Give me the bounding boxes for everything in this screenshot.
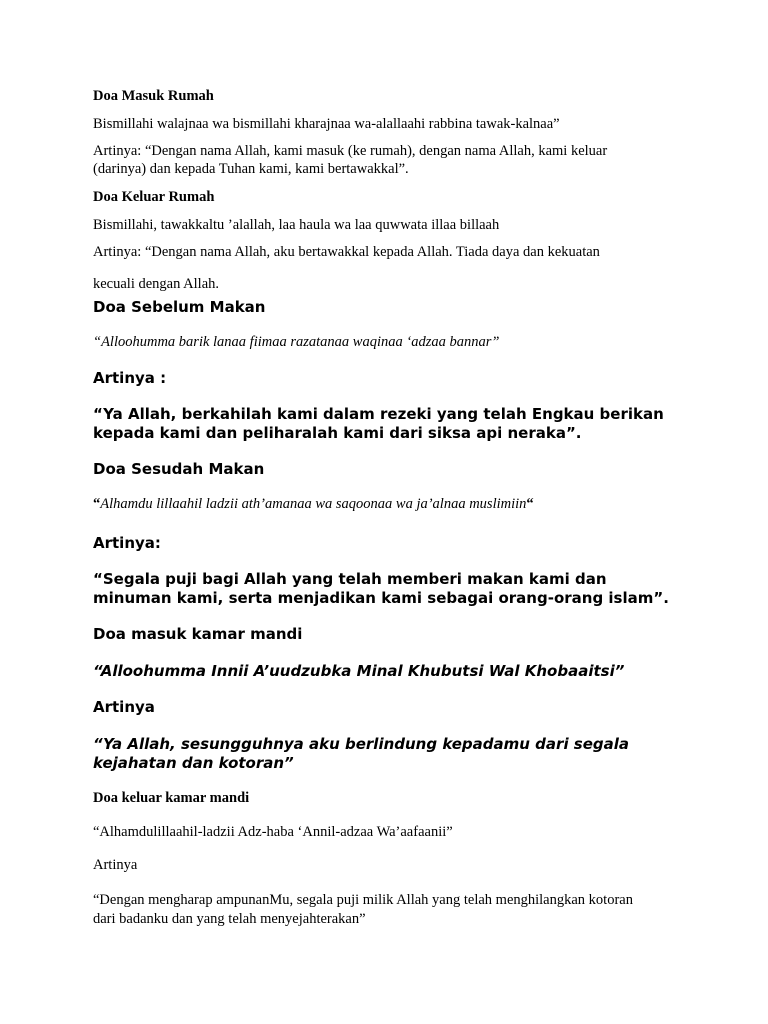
latin-doa-masuk-kamar-mandi: “Alloohumma Innii A’uudzubka Minal Khubutsi Wal Khobaaitsi” — [93, 662, 625, 680]
artinya-doa-sebelum-makan-line1: “Ya Allah, berkahilah kami dalam rezeki yang telah Engkau berikan — [93, 405, 664, 423]
artinya-doa-sesudah-makan-line2: minuman kami, serta menjadikan kami sebagai orang-orang islam”. — [93, 589, 669, 607]
artinya-doa-sebelum-makan-line2: kepada kami dan peliharalah kami dari siksa api neraka”. — [93, 424, 582, 442]
quote-open: “ — [93, 496, 101, 512]
artinya-doa-masuk-rumah-line1: Artinya: “Dengan nama Allah, kami masuk (ke rumah), dengan nama Allah, kami keluar — [93, 143, 608, 159]
heading-doa-keluar-kamar-mandi: Doa keluar kamar mandi — [93, 790, 250, 806]
latin-doa-sebelum-makan: “Alloohumma barik lanaa fiimaa razatanaa waqinaa ‘adzaa bannar” — [93, 334, 500, 350]
artinya-doa-keluar-kamar-mandi-line2: dari badanku dan yang telah menyejahterakan” — [93, 911, 366, 927]
heading-doa-sesudah-makan: Doa Sesudah Makan — [93, 460, 265, 478]
latin-doa-sesudah-makan — [93, 496, 534, 513]
latin-doa-keluar-rumah: Bismillahi, tawakkaltu ’alallah, laa haula wa laa quwwata illaa billaah — [93, 217, 500, 233]
latin-doa-masuk-rumah: Bismillahi walajnaa wa bismillahi kharajnaa wa-alallaahi rabbina tawak-kalnaa” — [93, 116, 560, 132]
artinya-doa-keluar-rumah-line2: kecuali dengan Allah. — [93, 276, 220, 292]
artinya-doa-sesudah-makan-line1: “Segala puji bagi Allah yang telah memberi makan kami dan — [93, 570, 607, 588]
heading-doa-masuk-kamar-mandi: Doa masuk kamar mandi — [93, 625, 303, 643]
latin-doa-keluar-kamar-mandi: “Alhamdulillaahil-ladzii Adz-haba ‘Annil-adzaa Wa’aafaanii” — [93, 824, 453, 840]
artinya-doa-masuk-kamar-mandi-line1: “Ya Allah, sesungguhnya aku berlindung kepadamu dari segala — [93, 735, 630, 753]
artinya-doa-keluar-rumah-line1: Artinya: “Dengan nama Allah, aku bertawakkal kepada Allah. Tiada daya dan kekuatan — [93, 244, 600, 260]
latin-doa-sesudah-makan-text: Alhamdu lillaahil ladzii ath’amanaa wa saqoonaa wa ja’alnaa muslimiin — [100, 496, 527, 512]
heading-doa-masuk-rumah: Doa Masuk Rumah — [93, 88, 214, 104]
artinya-label-sesudah-makan: Artinya: — [93, 534, 161, 552]
quote-close: “ — [526, 496, 534, 512]
artinya-label-keluar-kamar-mandi: Artinya — [93, 857, 138, 873]
artinya-doa-masuk-rumah-line2: (darinya) dan kepada Tuhan kami, kami bertawakkal”. — [93, 161, 409, 177]
heading-doa-sebelum-makan: Doa Sebelum Makan — [93, 298, 266, 316]
artinya-doa-keluar-kamar-mandi-line1: “Dengan mengharap ampunanMu, segala puji milik Allah yang telah menghilangkan kotoran — [93, 892, 633, 908]
heading-doa-keluar-rumah: Doa Keluar Rumah — [93, 189, 215, 205]
artinya-label-sebelum-makan: Artinya : — [93, 369, 167, 387]
artinya-label-masuk-kamar-mandi: Artinya — [93, 698, 155, 716]
artinya-doa-masuk-kamar-mandi-line2: kejahatan dan kotoran” — [93, 754, 294, 772]
